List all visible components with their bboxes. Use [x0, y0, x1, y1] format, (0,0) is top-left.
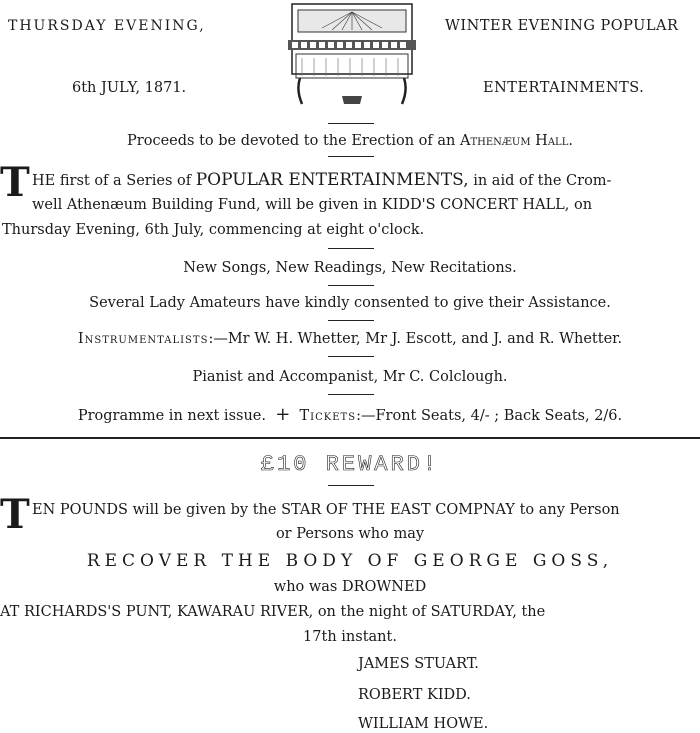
drop-cap: T [0, 159, 30, 206]
reward-line-4: who was DROWNED [273, 579, 427, 595]
reward-line-1: EN POUNDS will be given by the STAR OF THE EAST COMPNAY to any Person [32, 502, 620, 518]
para-line-1a: HE first of a Series of [32, 173, 192, 189]
header-title: WINTER EVENING POPULAR [445, 18, 679, 34]
short-rule [328, 320, 374, 321]
header-date: 6th JULY, 1871. [72, 80, 187, 96]
short-rule [328, 285, 374, 286]
tickets-text: :—Front Seats, 4/- ; Back Seats, 2/6. [356, 408, 623, 424]
instrumentalists-text: :—Mr W. H. Whetter, Mr J. Escott, and J. and R. Whetter. [208, 331, 623, 347]
programme-line [0, 404, 700, 425]
instrumentalists-label: Instrumentalists [77, 331, 209, 347]
para-line-1c: in aid of the Crom- [473, 173, 612, 189]
reward-line-2: or Persons who may [275, 526, 425, 542]
para-line-3: Thursday Evening, 6th July, commencing at eight o'clock. [2, 222, 425, 238]
proceeds-hall: Athenæum Hall. [459, 133, 573, 149]
short-rule [328, 123, 374, 124]
signatory-3: WILLIAM HOWE. [358, 716, 489, 732]
reward-title: £10 REWARD! [260, 452, 440, 477]
pianist-line: Pianist and Accompanist, Mr C. Colclough. [192, 369, 508, 385]
proceeds-line [0, 133, 700, 149]
signatory-1: JAMES STUART. [358, 656, 479, 672]
instrumentalists-line [0, 331, 700, 347]
piano-illustration [282, 0, 422, 108]
amateurs-line: Several Lady Amateurs have kindly consented to give their Assistance. [89, 295, 611, 311]
short-rule [328, 485, 374, 486]
reward-drop-cap: T [0, 491, 30, 538]
section-divider [0, 437, 700, 439]
reward-line-3: RECOVER THE BODY OF GEORGE GOSS, [86, 551, 614, 571]
para-popular: POPULAR ENTERTAINMENTS, [195, 170, 469, 190]
short-rule [328, 156, 374, 157]
signatory-2: ROBERT KIDD. [358, 687, 471, 703]
short-rule [328, 356, 374, 357]
short-rule [328, 394, 374, 395]
para-line-2: well Athenæum Building Fund, will be given in KIDD'S CONCERT HALL, on [32, 197, 593, 213]
para-line-1 [32, 170, 611, 190]
reward-line-6: 17th instant. [303, 629, 397, 645]
header-subtitle: ENTERTAINMENTS. [483, 80, 645, 96]
songs-line: New Songs, New Readings, New Recitations. [183, 260, 517, 276]
proceeds-text: Proceeds to be devoted to the Erection of an [127, 133, 456, 149]
reward-line-5: AT RICHARDS'S PUNT, KAWARAU RIVER, on the night of SATURDAY, the [0, 604, 546, 620]
programme-text: Programme in next issue. [77, 408, 266, 424]
short-rule [328, 248, 374, 249]
plus-ornament: + [275, 404, 291, 425]
header-day: THURSDAY EVENING, [8, 18, 206, 34]
tickets-label: Tickets [299, 408, 357, 424]
